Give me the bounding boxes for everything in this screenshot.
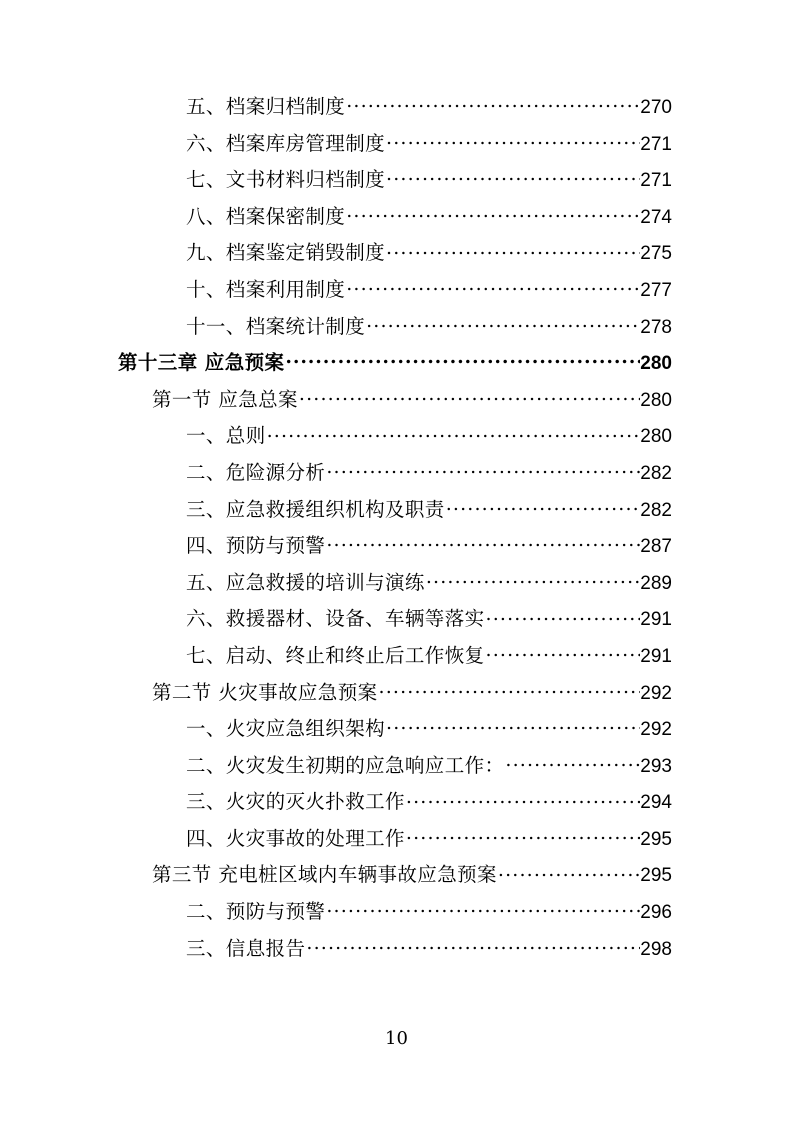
toc-entry-item[interactable] bbox=[0, 902, 793, 939]
dot-leader bbox=[346, 280, 640, 296]
toc-entry-page-number: 291 bbox=[640, 609, 672, 631]
toc-entry-page-number: 296 bbox=[640, 902, 672, 924]
toc-entry-label: 九、档案鉴定销毁制度 bbox=[186, 241, 386, 265]
toc-entry-page-number: 292 bbox=[640, 682, 672, 704]
dot-leader bbox=[486, 646, 641, 662]
toc-entry-label: 一、总则 bbox=[186, 424, 266, 448]
dot-leader bbox=[386, 243, 640, 259]
toc-entry-label: 第二节 火灾事故应急预案 bbox=[152, 680, 378, 704]
dot-leader bbox=[285, 353, 640, 369]
toc-entry-label: 五、应急救援的培训与演练 bbox=[186, 570, 425, 594]
toc-entry-label: 十、档案利用制度 bbox=[186, 277, 346, 301]
dot-leader bbox=[346, 207, 640, 223]
toc-entry-page-number: 280 bbox=[640, 389, 672, 411]
toc-entry-page-number: 291 bbox=[640, 645, 672, 667]
toc-entry-page-number: 275 bbox=[640, 243, 672, 265]
toc-entry-item[interactable] bbox=[0, 719, 793, 756]
toc-entry-item[interactable] bbox=[0, 570, 793, 610]
toc-entry-label: 七、启动、终止和终止后工作恢复 bbox=[186, 643, 485, 667]
toc-entry-item[interactable] bbox=[0, 243, 793, 280]
toc-entry-page-number: 271 bbox=[640, 133, 672, 155]
toc-entry-page-number: 287 bbox=[640, 536, 672, 558]
dot-leader bbox=[379, 683, 641, 699]
toc-entry-label: 二、火灾发生初期的应急响应工作： bbox=[186, 753, 505, 777]
toc-entry-label: 七、文书材料归档制度 bbox=[186, 168, 386, 192]
toc-entry-page-number: 295 bbox=[640, 828, 672, 850]
toc-entry-label: 五、档案归档制度 bbox=[186, 95, 346, 118]
toc-entry-label: 第十三章 应急预案 bbox=[118, 351, 285, 375]
toc-entry-item[interactable] bbox=[0, 497, 793, 537]
toc-entry-page-number: 271 bbox=[640, 170, 672, 192]
toc-entry-label: 第一节 应急总案 bbox=[152, 387, 298, 411]
dot-leader bbox=[386, 170, 640, 186]
dot-leader bbox=[486, 609, 641, 625]
dot-leader bbox=[306, 939, 640, 955]
toc-entry-item[interactable] bbox=[0, 792, 793, 829]
toc-entry-section[interactable] bbox=[0, 387, 793, 427]
table-of-contents bbox=[0, 97, 793, 975]
dot-leader bbox=[446, 500, 641, 516]
toc-entry-item[interactable] bbox=[0, 277, 793, 317]
toc-entry-page-number: 292 bbox=[640, 719, 672, 741]
toc-entry-label: 八、档案保密制度 bbox=[186, 204, 346, 228]
toc-entry-page-number: 293 bbox=[640, 755, 672, 777]
toc-entry-label: 六、救援器材、设备、车辆等落实 bbox=[186, 607, 485, 631]
toc-entry-page-number: 278 bbox=[640, 316, 672, 338]
toc-entry-page-number: 277 bbox=[640, 279, 672, 301]
toc-entry-page-number: 282 bbox=[640, 499, 672, 521]
dot-leader bbox=[346, 97, 640, 113]
toc-entry-label: 四、火灾事故的处理工作 bbox=[186, 826, 405, 850]
dot-leader bbox=[366, 317, 640, 333]
dot-leader bbox=[406, 829, 640, 845]
toc-entry-item[interactable] bbox=[0, 426, 793, 463]
toc-entry-section[interactable] bbox=[0, 865, 793, 902]
toc-entry-page-number: 298 bbox=[640, 938, 672, 960]
dot-leader bbox=[299, 390, 640, 406]
toc-entry-item[interactable] bbox=[0, 826, 793, 866]
toc-entry-item[interactable] bbox=[0, 170, 793, 207]
toc-entry-label: 六、档案库房管理制度 bbox=[186, 131, 386, 155]
dot-leader bbox=[386, 134, 640, 150]
toc-entry-item[interactable] bbox=[0, 609, 793, 646]
dot-leader bbox=[326, 536, 640, 552]
toc-entry-page-number: 280 bbox=[640, 426, 672, 448]
toc-entry-chapter[interactable] bbox=[0, 353, 793, 390]
toc-entry-item[interactable] bbox=[0, 97, 793, 134]
toc-entry-page-number: 282 bbox=[640, 462, 672, 484]
dot-leader bbox=[326, 902, 640, 918]
dot-leader bbox=[386, 719, 640, 735]
toc-entry-item[interactable] bbox=[0, 460, 793, 500]
page-number-footer: 10 bbox=[385, 1028, 408, 1049]
dot-leader bbox=[426, 573, 640, 589]
toc-entry-label: 二、危险源分析 bbox=[186, 460, 326, 484]
toc-entry-item[interactable] bbox=[0, 314, 793, 354]
toc-entry-item[interactable] bbox=[0, 643, 793, 683]
toc-entry-label: 四、预防与预警 bbox=[186, 534, 326, 558]
toc-entry-label: 第三节 充电桩区域内车辆事故应急预案 bbox=[152, 863, 497, 887]
toc-entry-item[interactable] bbox=[0, 131, 793, 171]
toc-entry-label: 二、预防与预警 bbox=[186, 900, 326, 924]
toc-entry-item[interactable] bbox=[0, 536, 793, 573]
toc-entry-section[interactable] bbox=[0, 680, 793, 720]
toc-entry-page-number: 270 bbox=[640, 97, 672, 118]
toc-entry-item[interactable] bbox=[0, 753, 793, 793]
toc-entry-label: 三、应急救援组织机构及职责 bbox=[186, 497, 445, 521]
toc-entry-label: 三、火灾的灭火扑救工作 bbox=[186, 790, 405, 814]
toc-entry-item[interactable] bbox=[0, 936, 793, 976]
toc-entry-page-number: 295 bbox=[640, 865, 672, 887]
toc-entry-label: 一、火灾应急组织架构 bbox=[186, 717, 386, 741]
toc-entry-page-number: 274 bbox=[640, 206, 672, 228]
dot-leader bbox=[406, 792, 640, 808]
toc-entry-label: 三、信息报告 bbox=[186, 936, 306, 960]
dot-leader bbox=[267, 426, 641, 442]
dot-leader bbox=[498, 865, 640, 881]
dot-leader bbox=[326, 463, 640, 479]
toc-entry-page-number: 294 bbox=[640, 792, 672, 814]
toc-entry-page-number: 289 bbox=[640, 572, 672, 594]
toc-entry-item[interactable] bbox=[0, 204, 793, 244]
dot-leader bbox=[505, 756, 640, 772]
toc-entry-label: 十一、档案统计制度 bbox=[186, 314, 366, 338]
toc-entry-page-number: 280 bbox=[640, 353, 672, 375]
